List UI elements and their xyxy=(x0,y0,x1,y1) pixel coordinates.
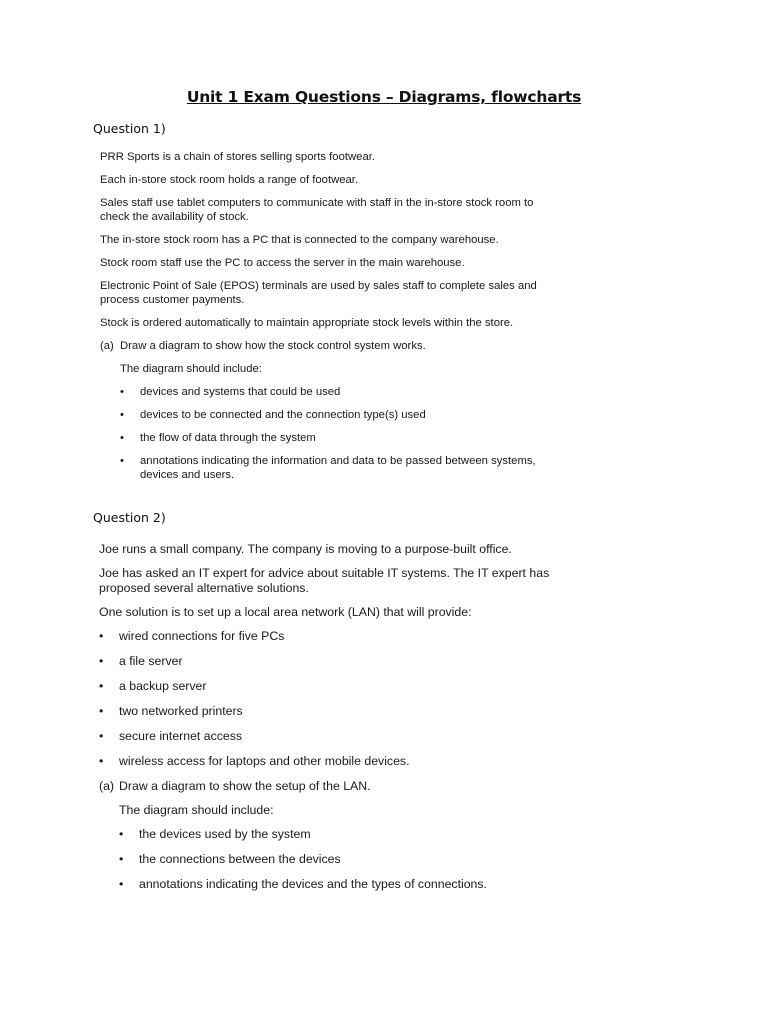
bullet-icon: • xyxy=(99,754,104,768)
q1-bullet-list xyxy=(120,385,560,482)
list-item-text: wired connections for five PCs xyxy=(119,629,285,643)
question-1-body xyxy=(100,150,560,491)
bullet-icon: • xyxy=(120,409,124,421)
q2-part-a-intro: The diagram should include: xyxy=(119,803,274,817)
list-item xyxy=(99,654,569,669)
q2-part-a-bullet-list xyxy=(119,827,569,892)
question-2-label: Question 2) xyxy=(93,510,166,525)
question-1-label: Question 1) xyxy=(93,121,166,136)
page-title: Unit 1 Exam Questions – Diagrams, flowcharts xyxy=(186,88,582,106)
q1-part-a-text: Draw a diagram to show how the stock control system works. xyxy=(120,340,426,352)
list-item xyxy=(120,385,560,399)
q2-part-a-label: (a) xyxy=(99,779,115,793)
list-item-text: two networked printers xyxy=(119,704,243,718)
q1-paragraph: Stock is ordered automatically to maintain appropriate stock levels within the store. xyxy=(100,317,514,329)
list-item xyxy=(119,827,569,842)
bullet-icon: • xyxy=(119,877,124,891)
bullet-icon: • xyxy=(119,827,124,841)
list-item-text: a file server xyxy=(119,654,183,668)
q1-paragraph: PRR Sports is a chain of stores selling sports footwear. xyxy=(100,151,376,163)
list-item-text: a backup server xyxy=(119,679,207,693)
list-item xyxy=(119,877,569,892)
list-item-text: secure internet access xyxy=(119,729,243,743)
list-item-text: devices to be connected and the connection type(s) used xyxy=(140,409,426,421)
list-item xyxy=(120,408,560,422)
q2-paragraph: Joe runs a small company. The company is moving to a purpose-built office. xyxy=(99,542,512,556)
bullet-icon: • xyxy=(99,629,104,643)
list-item-text: devices and systems that could be used xyxy=(140,386,341,398)
q1-paragraph: Electronic Point of Sale (EPOS) terminals are used by sales staff to complete sales and process customer payments. xyxy=(100,280,537,306)
q1-part-a-intro: The diagram should include: xyxy=(120,363,262,375)
q1-part-a-requirements xyxy=(120,362,560,482)
q2-paragraph: Joe has asked an IT expert for advice about suitable IT systems. The IT expert has proposed several alternative solutions. xyxy=(99,566,550,595)
q1-paragraph: Sales staff use tablet computers to communicate with staff in the in-store stock room to check the availability of stock. xyxy=(100,197,534,223)
q2-paragraph: One solution is to set up a local area network (LAN) that will provide: xyxy=(99,605,472,619)
list-item-text: annotations indicating the devices and the types of connections. xyxy=(139,877,487,891)
q2-part-a xyxy=(99,779,569,794)
q1-paragraph: Stock room staff use the PC to access the server in the main warehouse. xyxy=(100,257,465,269)
bullet-icon: • xyxy=(120,386,124,398)
q1-part-a-label: (a) xyxy=(100,340,114,352)
list-item-text: the flow of data through the system xyxy=(140,432,316,444)
bullet-icon: • xyxy=(99,704,104,718)
q1-paragraph: The in-store stock room has a PC that is connected to the company warehouse. xyxy=(100,234,499,246)
list-item xyxy=(120,431,560,445)
list-item xyxy=(99,629,569,644)
list-item-text: annotations indicating the information and data to be passed between systems, devices and users. xyxy=(140,455,536,481)
bullet-icon: • xyxy=(99,679,104,693)
list-item xyxy=(99,729,569,744)
list-item-text: the devices used by the system xyxy=(139,827,311,841)
list-item xyxy=(99,754,569,769)
list-item xyxy=(99,704,569,719)
bullet-icon: • xyxy=(99,654,104,668)
list-item xyxy=(99,679,569,694)
q2-bullet-list xyxy=(99,629,569,769)
bullet-icon: • xyxy=(120,432,124,444)
question-2-body xyxy=(99,542,569,902)
q1-part-a xyxy=(100,339,560,353)
bullet-icon: • xyxy=(99,729,104,743)
list-item xyxy=(119,852,569,867)
q1-paragraph: Each in-store stock room holds a range of footwear. xyxy=(100,174,359,186)
bullet-icon: • xyxy=(120,455,124,467)
q2-part-a-text: Draw a diagram to show the setup of the LAN. xyxy=(119,779,371,793)
q2-part-a-requirements xyxy=(119,803,569,892)
list-item-text: the connections between the devices xyxy=(139,852,341,866)
list-item xyxy=(120,454,560,482)
bullet-icon: • xyxy=(119,852,124,866)
list-item-text: wireless access for laptops and other mobile devices. xyxy=(119,754,410,768)
